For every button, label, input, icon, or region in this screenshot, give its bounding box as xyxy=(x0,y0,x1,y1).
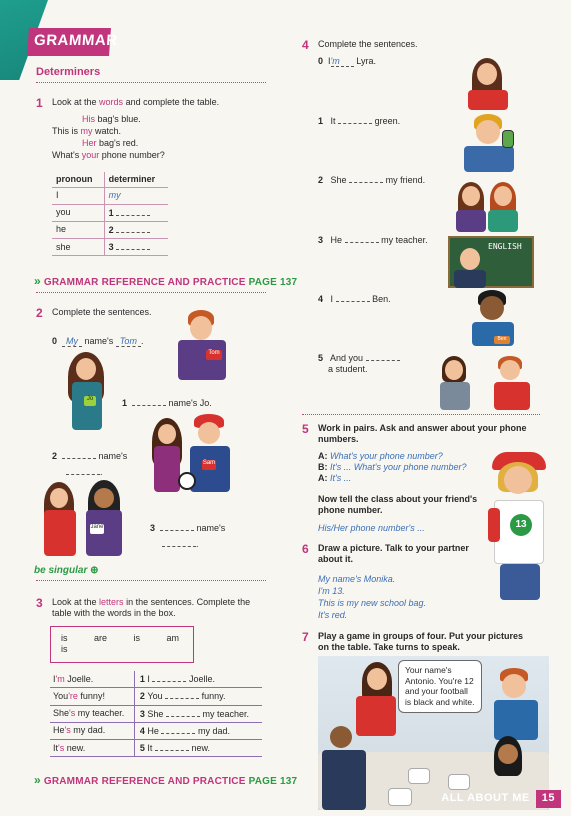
table-cell: he xyxy=(52,221,104,238)
boy-tom-illustration xyxy=(172,310,232,380)
exercise-1-number: 1 xyxy=(36,96,43,110)
exercise-4-item-5: 5 And you a student. xyxy=(318,352,428,376)
girl-lyra-illustration xyxy=(462,58,512,110)
table-row: He's my dad. 4 He my dad. xyxy=(50,722,262,739)
section-determiners: Determiners xyxy=(36,66,101,78)
shirt-number-badge: 13 xyxy=(510,514,532,536)
divider xyxy=(302,414,540,415)
grammar-reference-link[interactable]: » GRAMMAR REFERENCE AND PRACTICE PAGE 137 xyxy=(34,274,298,288)
exercise-1-instruction: Look at the words and complete the table. xyxy=(52,97,220,107)
football-icon xyxy=(178,472,196,490)
table-cell: I xyxy=(52,188,104,204)
picture-card xyxy=(388,788,412,806)
exercise-2-number: 2 xyxy=(36,306,43,320)
name-badge: Tom xyxy=(206,350,222,360)
be-sentences-table xyxy=(50,671,262,757)
divider xyxy=(36,580,266,581)
speech-bubble: Your name's Antonio. You're 12 and your football is black and white. xyxy=(398,660,482,713)
two-friends-illustration xyxy=(456,180,520,232)
section-be-singular: be singular ⊕ xyxy=(34,565,99,576)
picture-card xyxy=(408,768,430,784)
determiners-table xyxy=(52,172,168,256)
table-cell: you xyxy=(52,204,104,221)
two-girls-illustration xyxy=(40,480,124,558)
name-badge: Jane xyxy=(90,524,104,534)
grammar-reference-link[interactable]: » GRAMMAR REFERENCE AND PRACTICE PAGE 137 xyxy=(34,773,298,787)
table-cell[interactable]: 2 xyxy=(104,221,168,238)
picture-card xyxy=(448,774,470,790)
word-box: is are is am is xyxy=(50,626,194,663)
exercise-4-item-2: 2 She my friend. xyxy=(318,175,426,185)
girl-with-cap-illustration xyxy=(488,452,552,602)
exercise-3-instruction: Look at the letters in the sentences. Complete the table with the words in the box. xyxy=(52,597,251,619)
table-cell: she xyxy=(52,239,104,256)
exercise-4-item-1: 1 It green. xyxy=(318,116,401,126)
name-badge: Jo xyxy=(84,396,96,406)
table-cell[interactable]: 3 xyxy=(104,239,168,256)
divider xyxy=(36,292,266,293)
name-badge: Ben xyxy=(494,336,510,344)
exercise-7-instruction: Play a game in groups of four. Put your pictures on the table. Take turns to speak. xyxy=(318,631,524,653)
blackboard-text: ENGLISH xyxy=(488,242,522,251)
exercise-1-example-lines: His bag's blue. This is my watch. Her bag's red. What's your phone number? xyxy=(52,114,165,160)
exercise-5-instruction: Work in pairs. Ask and answer about your phone numbers. xyxy=(318,423,527,445)
exercise-5-instruction-2: Now tell the class about your friend's phone number. xyxy=(318,494,478,516)
exercise-6-instruction: Draw a picture. Talk to your partner about it. xyxy=(318,543,469,565)
exercise-2-instruction: Complete the sentences. xyxy=(52,307,152,317)
exercise-4-item-0: 0 I'm Lyra. xyxy=(318,56,376,66)
table-header: determiner xyxy=(104,172,168,188)
exercise-3-number: 3 xyxy=(36,596,43,610)
exercise-5-number: 5 xyxy=(302,422,309,436)
name-badge: Sam xyxy=(202,460,216,470)
exercise-2-item-1: 1 name's Jo. xyxy=(122,398,212,408)
exercise-2-item-2: 2 name's . xyxy=(52,451,128,478)
table-cell: my xyxy=(104,188,168,204)
exercise-5-example: His/Her phone number's ... xyxy=(318,523,425,533)
page-footer: ALL ABOUT ME 15 xyxy=(441,790,561,808)
exercise-4-item-3: 3 He my teacher. xyxy=(318,235,428,245)
grammar-banner: GRAMMAR xyxy=(27,28,111,56)
girl-and-boy-sam-illustration xyxy=(148,414,234,494)
table-row: She's my teacher. 3 She my teacher. xyxy=(50,705,262,722)
boy-with-phone-illustration xyxy=(460,112,520,172)
two-students-illustration xyxy=(440,354,534,410)
table-cell[interactable]: 1 xyxy=(104,204,168,221)
exercise-2-item-3: 3 name's . xyxy=(150,523,226,550)
exercise-5-dialogue: A: What's your phone number? B: It's ... What's your phone number? A: It's ... xyxy=(318,451,467,483)
exercise-2-item-0: 0 My name's Tom . xyxy=(52,336,144,346)
girl-jo-illustration xyxy=(62,352,112,432)
phone-icon xyxy=(502,130,514,148)
boy-ben-illustration xyxy=(470,290,516,346)
exercise-6-number: 6 xyxy=(302,542,309,556)
plus-circle-icon: ⊕ xyxy=(90,565,99,576)
exercise-7-number: 7 xyxy=(302,630,309,644)
exercise-4-number: 4 xyxy=(302,38,309,52)
teacher-blackboard-illustration xyxy=(448,236,534,288)
table-row: I'm Joelle. 1 I Joelle. xyxy=(50,671,262,688)
table-header: pronoun xyxy=(52,172,104,188)
exercise-6-example: My name's Monika. I'm 13. This is my new school bag. It's red. xyxy=(318,574,427,620)
exercise-4-instruction: Complete the sentences. xyxy=(318,39,418,49)
exercise-4-item-4: 4 I Ben. xyxy=(318,294,391,304)
table-row: You're funny! 2 You funny. xyxy=(50,688,262,705)
table-row: It's new. 5 It new. xyxy=(50,740,262,757)
divider xyxy=(36,82,266,83)
